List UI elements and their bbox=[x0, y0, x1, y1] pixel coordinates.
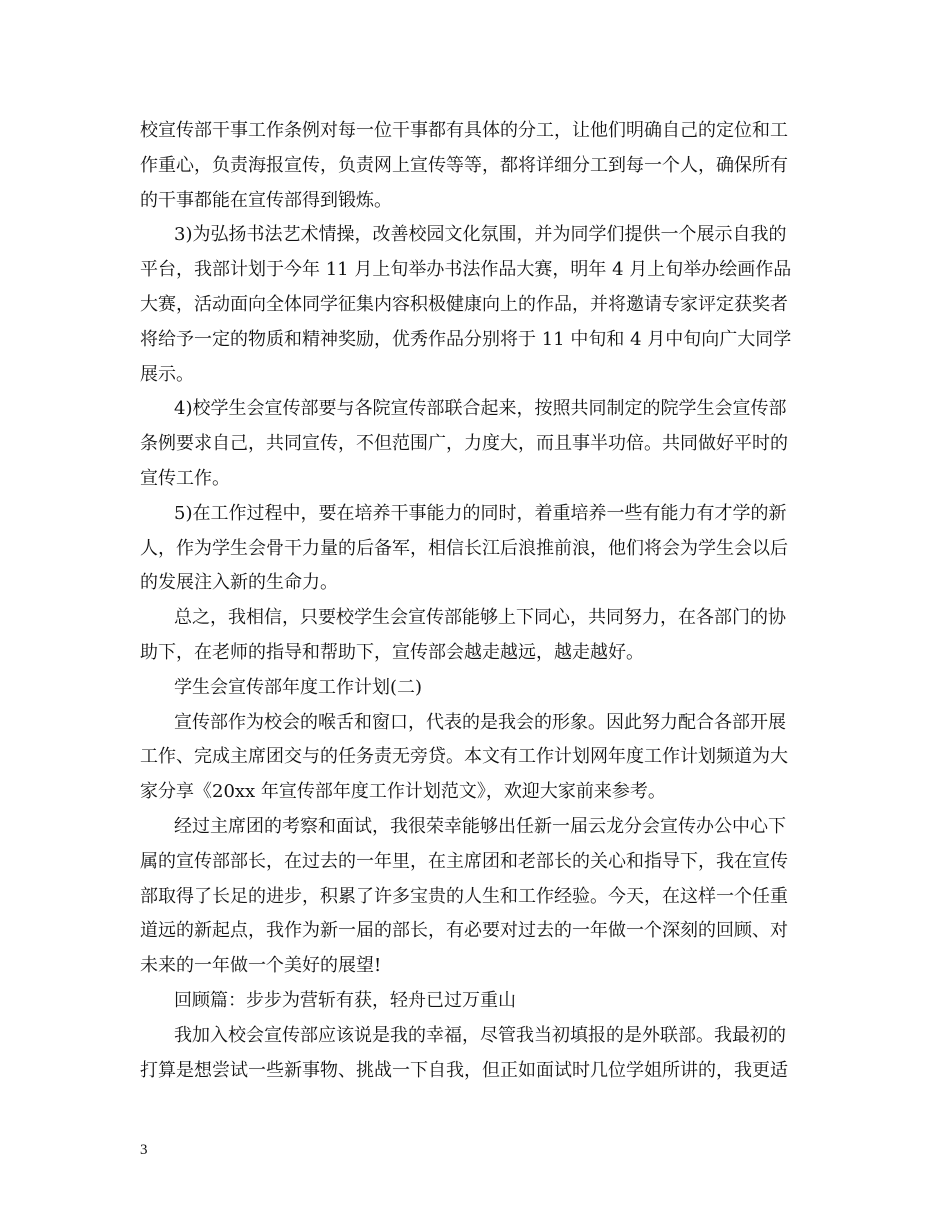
paragraph-start-line: 3)为弘扬书法艺术情操，改善校园文化氛围，并为同学们提供一个展示自我的 bbox=[174, 224, 787, 246]
text-line: 工作、完成主席团交与的任务责无旁贷。本文有工作计划网年度工作计划频道为大 bbox=[140, 746, 788, 768]
text-line: 平台，我部计划于今年 11 月上旬举办书法作品大赛，明年 4 月上旬举办绘画作品 bbox=[140, 259, 792, 281]
text-line: 宣传工作。 bbox=[140, 467, 230, 489]
page-number: 3 bbox=[140, 1142, 148, 1158]
text-line: 校宣传部干事工作条例对每一位干事都有具体的分工，让他们明确自己的定位和工 bbox=[140, 120, 788, 141]
section-subheading: 回顾篇：步步为营斩有获，轻舟已过万重山 bbox=[174, 989, 516, 1011]
text-line: 打算是想尝试一些新事物、挑战一下自我，但正如面试时几位学姐所讲的，我更适 bbox=[140, 1059, 788, 1081]
text-line: 作重心，负责海报宣传，负责网上宣传等等，都将详细分工到每一个人，确保所有 bbox=[140, 154, 788, 176]
text-line: 助下，在老师的指导和帮助下，宣传部会越走越远，越走越好。 bbox=[140, 641, 644, 663]
text-line: 的发展注入新的生命力。 bbox=[140, 572, 338, 594]
text-line: 人，作为学生会骨干力量的后备军，相信长江后浪推前浪，他们将会为学生会以后 bbox=[140, 537, 788, 559]
text-line: 将给予一定的物质和精神奖励，优秀作品分别将于 11 中旬和 4 月中旬向广大同学 bbox=[140, 328, 792, 350]
paragraph-start-line: 经过主席团的考察和面试，我很荣幸能够出任新一届云龙分会宣传办公中心下 bbox=[174, 815, 786, 837]
paragraph-start-line: 总之，我相信，只要校学生会宣传部能够上下同心，共同努力，在各部门的协 bbox=[174, 607, 786, 629]
text-line: 条例要求自己，共同宣传，不但范围广，力度大，而且事半功倍。共同做好平时的 bbox=[140, 433, 788, 455]
text-line: 大赛，活动面向全体同学征集内容积极健康向上的作品，并将邀请专家评定获奖者 bbox=[140, 293, 788, 315]
document-body bbox=[140, 114, 812, 1088]
paragraph-start-line: 宣传部作为校会的喉舌和窗口，代表的是我会的形象。因此努力配合各部开展 bbox=[174, 711, 786, 733]
text-line: 未来的一年做一个美好的展望! bbox=[140, 955, 382, 977]
paragraph-start-line: 5)在工作过程中，要在培养干事能力的同时，着重培养一些有能力有才学的新 bbox=[174, 502, 787, 524]
text-line: 的干事都能在宣传部得到锻炼。 bbox=[140, 189, 392, 211]
text-line: 属的宣传部部长，在过去的一年里，在主席团和老部长的关心和指导下，我在宣传 bbox=[140, 850, 788, 872]
paragraph-start-line: 4)校学生会宣传部要与各院宣传部联合起来，按照共同制定的院学生会宣传部 bbox=[174, 398, 787, 420]
text-line: 部取得了长足的进步，积累了许多宝贵的人生和工作经验。今天，在这样一个任重 bbox=[140, 885, 788, 907]
text-line: 道远的新起点，我作为新一届的部长，有必要对过去的一年做一个深刻的回顾、对 bbox=[140, 920, 788, 942]
text-line: 家分享《20xx 年宣传部年度工作计划范文》，欢迎大家前来参考。 bbox=[140, 781, 666, 803]
text-line: 展示。 bbox=[140, 363, 194, 385]
section-heading: 学生会宣传部年度工作计划(二) bbox=[174, 676, 423, 698]
paragraph-start-line: 我加入校会宣传部应该说是我的幸福，尽管我当初填报的是外联部。我最初的 bbox=[174, 1024, 786, 1046]
